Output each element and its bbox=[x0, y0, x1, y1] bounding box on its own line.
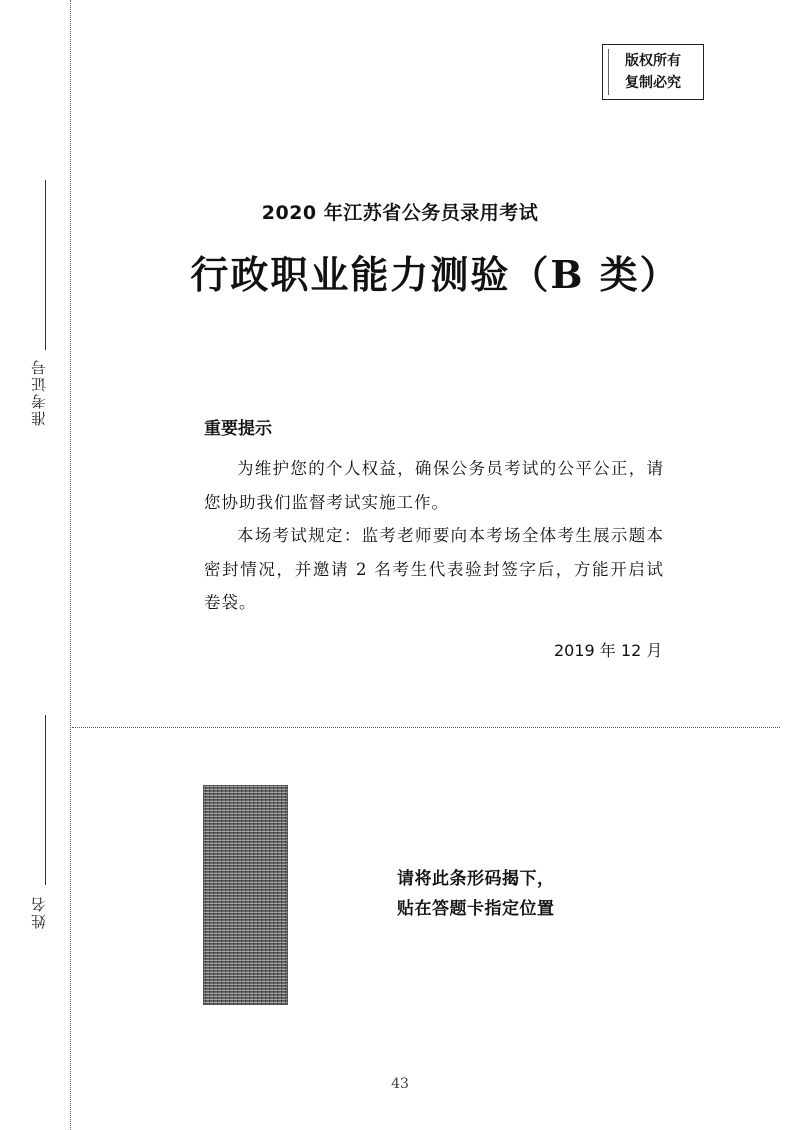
notice-heading: 重要提示 bbox=[204, 419, 272, 439]
barcode-instruction-line2: 贴在答题卡指定位置 bbox=[397, 899, 555, 919]
cut-dotted-line bbox=[72, 727, 780, 728]
binding-dotted-line bbox=[70, 0, 71, 1130]
notice-paragraph-2: 本场考试规定：监考老师要向本考场全体考生展示题本密封情况，并邀请 2 名考生代表验封签字后，方能开启试卷袋。 bbox=[204, 526, 664, 612]
notice-date: 2019 年 12 月 bbox=[554, 641, 663, 660]
name-underline bbox=[45, 715, 46, 885]
exam-subtitle: 2020 年江苏省公务员录用考试 bbox=[261, 202, 539, 224]
barcode-instruction-line1: 请将此条形码揭下， bbox=[397, 869, 555, 889]
copyright-line2: 复制必究 bbox=[625, 75, 681, 91]
page-number: 43 bbox=[391, 1076, 409, 1092]
copyright-box bbox=[602, 44, 704, 100]
barcode-instruction bbox=[397, 864, 555, 924]
notice-body bbox=[204, 452, 664, 620]
barcode-sticker bbox=[203, 785, 288, 1005]
notice-paragraph-1: 为维护您的个人权益，确保公务员考试的公平公正，请您协助我们监督考试实施工作。 bbox=[204, 459, 664, 512]
copyright-line1: 版权所有 bbox=[625, 53, 681, 69]
exam-title: 行政职业能力测验（B 类） bbox=[190, 252, 680, 297]
exam-number-label: 准考证号 bbox=[30, 358, 48, 426]
name-label: 姓名 bbox=[30, 895, 48, 929]
